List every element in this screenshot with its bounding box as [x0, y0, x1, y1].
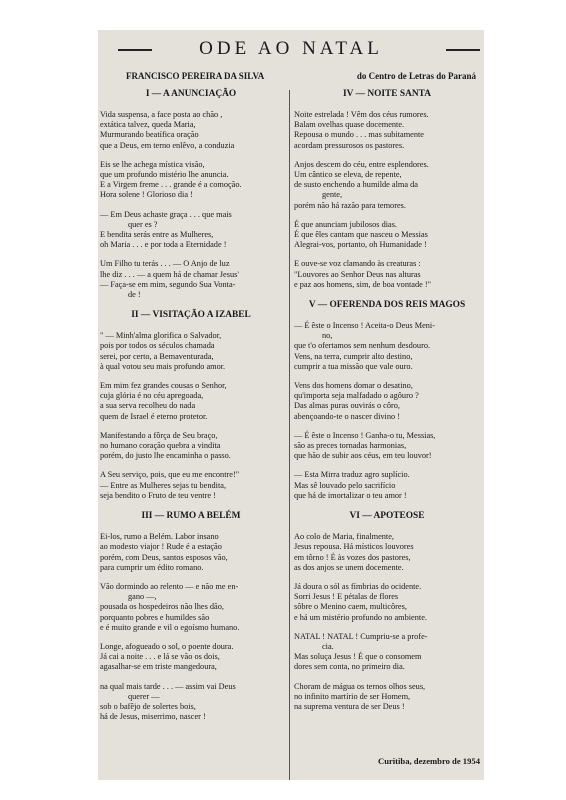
stanza — [294, 160, 480, 211]
verse-line: Um Filho tu terás . . . — O Anjo de luz — [100, 259, 230, 269]
poem-section — [100, 510, 282, 722]
verse-line: no infinito martírio de ser Homem, — [294, 691, 411, 701]
verse-line: pois por todos os séculos chamada — [100, 341, 215, 351]
verse-line: abençoando-te o nascer divino ! — [294, 411, 400, 421]
verse-line: E a Virgem freme . . . grande é a comoção. — [100, 180, 242, 190]
verse-line: há de Jesus, miserrimo, nascer ! — [100, 712, 206, 722]
stanza — [294, 220, 480, 251]
poem-section — [294, 88, 480, 290]
verse-line: seja bendito o Fruto de teu ventre ! — [100, 490, 216, 500]
verse-line: E ouve-se voz clamando às creaturas : — [294, 259, 421, 269]
verse-line: lhe diz . . . — a quem há de chamar Jesus' — [100, 269, 239, 279]
verse-line: É que anunciam jubilosos dias. — [294, 219, 398, 229]
verse-line: É que êles cantam que nasceu o Messias — [294, 230, 428, 240]
stanza — [294, 381, 480, 422]
verse-line: Sorri Jesus ! E pétalas de flores — [294, 592, 399, 602]
title-rule-right — [446, 49, 480, 51]
poem-section — [100, 309, 282, 501]
verse-line: qu'importa seja malfadado o agôuro ? — [294, 391, 419, 401]
page-title: ODE AO NATAL — [199, 38, 383, 59]
verse-line: cia. — [322, 641, 334, 651]
verse-line: Mas soluça Jesus ! É que o consomem — [294, 652, 422, 662]
verse-line: NATAL ! NATAL ! Cumpriu-se a profe- — [294, 631, 428, 641]
verse-line: Vens dos homens domar o desatino, — [294, 381, 413, 391]
verse-line: na qual mais tarde . . . — assim vai Deus — [100, 681, 236, 691]
verse-line: as dos anjos se unem docemente. — [294, 562, 404, 572]
stanza — [294, 321, 480, 372]
verse-line: Eis se lhe achega mística visão, — [100, 159, 205, 169]
poem-section — [100, 88, 282, 300]
verse-line: Alegrai-vos, portanto, oh Humanidade ! — [294, 240, 427, 250]
verse-line: que hão de subir aos céus, em teu louvor! — [294, 451, 432, 461]
verse-line: e paz aos homens, sim, de boa vontade !" — [294, 279, 432, 289]
verse-line: quem de Israel é eterno protetor. — [100, 411, 208, 421]
poem-section — [294, 510, 480, 712]
verse-line: em tôrno ! É às vozes dos pastores, — [294, 552, 411, 562]
section-heading: VI — APOTEOSE — [349, 511, 425, 522]
stanza — [100, 582, 282, 633]
verse-line: "Louvores ao Senhor Deus nas alturas — [294, 269, 421, 279]
stanza — [294, 259, 480, 290]
verse-line: " — Minh'alma glorifica o Salvador, — [100, 331, 222, 341]
stanza — [294, 682, 480, 713]
section-heading: IV — NOITE SANTA — [343, 89, 431, 99]
stanza — [100, 259, 282, 300]
newspaper-clipping — [98, 30, 484, 780]
verse-line: que um profundo mistério lhe anuncia. — [100, 170, 229, 180]
stanza — [100, 381, 282, 422]
verse-line: que t'o ofertamos sem nenhum desdouro. — [294, 341, 431, 351]
section-heading: I — A ANUNCIAÇÃO — [145, 89, 237, 99]
verse-line: Jesus repousa. Há místicos louvores — [294, 542, 414, 552]
poem-section — [294, 299, 480, 501]
stanza — [100, 210, 282, 251]
verse-line: Repousa o mundo . . . mas subitamente — [294, 130, 424, 140]
section-heading: III — RUMO A BELÉM — [141, 511, 241, 522]
section-heading: V — OFERENDA DOS REIS MAGOS — [308, 300, 466, 311]
verse-line: e há um mistério profundo no ambiente. — [294, 612, 427, 622]
verse-line: Em mim fez grandes cousas o Senhor, — [100, 381, 227, 391]
verse-line: A Seu serviço, pois, que eu me encontre!" — [100, 470, 240, 480]
verse-line: extática talvez, queda Maria, — [100, 120, 196, 130]
verse-line: a sua serva recolheu do nada — [100, 401, 196, 411]
verse-line: Balam ovelhas quase docemente. — [294, 120, 405, 130]
verse-line: Anjos descem do céu, entre esplendores. — [294, 159, 429, 169]
stanza — [294, 110, 480, 151]
verse-line: quer es ? — [128, 219, 158, 229]
stanza — [100, 331, 282, 372]
right-column — [294, 88, 480, 721]
stanza — [294, 470, 480, 501]
stanza — [294, 632, 480, 673]
section-heading: II — VISITAÇÃO A IZABEL — [131, 310, 251, 321]
verse-line: ao modesto viajor ! Rude é a estação — [100, 542, 222, 552]
verse-line: querer — — [128, 691, 160, 701]
verse-line: de ! — [128, 290, 141, 300]
verse-line: porém, do justo lhe encaminha o passo. — [100, 451, 231, 461]
verse-line: e é muito grande e vil o egoísmo humano. — [100, 622, 240, 632]
author-affiliation: do Centro de Letras do Paraná — [356, 71, 476, 81]
verse-line: sob o bafêjo de solertes bois, — [100, 701, 196, 711]
verse-line: gente, — [322, 190, 343, 200]
left-column — [100, 88, 282, 731]
verse-line: porém, com Deus, santos esposos vão, — [100, 552, 228, 562]
title-row — [98, 38, 484, 60]
verse-line: para cumprir um édito romano. — [100, 562, 204, 572]
verse-line: Um cântico se eleva, de repente, — [294, 170, 402, 180]
stanza — [100, 470, 282, 501]
verse-line: na suprema ventura de ser Deus ! — [294, 701, 405, 711]
verse-line: Das almas puras ouvirás o côro, — [294, 401, 400, 411]
verse-line: são as preces tornadas harmonias, — [294, 441, 407, 451]
verse-line: Já doura o sól as fímbrias do ocidente. — [294, 581, 422, 591]
verse-line: Vão dormindo ao relento — e não me en- — [100, 581, 239, 591]
verse-line: Hora solene ! Glorioso dia ! — [100, 190, 193, 200]
verse-line: Ei-los, rumo a Belém. Labor insano — [100, 532, 219, 542]
verse-line: — Esta Mirra traduz agro suplício. — [294, 470, 410, 480]
verse-line: — É êste o Incenso ! Ganha-o tu, Messias, — [294, 430, 436, 440]
stanza — [100, 642, 282, 673]
verse-line: cuja glória é no céu apregoada, — [100, 391, 204, 401]
verse-line: de susto enchendo a humilde alma da — [294, 180, 418, 190]
verse-line: Mas sê louvado pelo sacrifício — [294, 480, 396, 490]
verse-line: Noite estrelada ! Vêm dos céus rumores. — [294, 110, 429, 119]
verse-line: dores sem conta, no primeiro dia. — [294, 662, 405, 672]
stanza — [100, 532, 282, 573]
verse-line: Longe, afogueado o sol, o poente doura. — [100, 641, 234, 651]
stanza — [100, 110, 282, 151]
verse-line: oh Maria . . . e por toda a Eternidade ! — [100, 240, 227, 250]
stanza — [100, 682, 282, 723]
verse-line: — Entre as Mulheres sejas tu bendita, — [100, 480, 227, 490]
verse-line: Vida suspensa, a face posta ao chão , — [100, 110, 223, 119]
stanza — [294, 582, 480, 623]
verse-line: que há de imortalizar o teu amor ! — [294, 490, 407, 500]
verse-line: Já cai a noite . . . e lá se vão os dois, — [100, 652, 220, 662]
verse-line: gano —, — [128, 592, 157, 602]
signoff-date: Curitiba, dezembro de 1954 — [377, 756, 480, 766]
verse-line: acordam pressurosos os pastores. — [294, 140, 405, 150]
verse-line: — Faça-se em mim, segundo Sua Vonta- — [100, 279, 236, 289]
verse-line: cumprir a tua missão que vale ouro. — [294, 361, 413, 371]
verse-line: pousada os hospedeiros não lhes dão, — [100, 602, 224, 612]
verse-line: agasalhar-se em triste mangedoura, — [100, 662, 217, 672]
verse-line: Murmurando beatífica oração — [100, 130, 199, 140]
verse-line: no, — [322, 331, 333, 341]
verse-line: — É êste o Incenso ! Aceita-o Deus Meni- — [294, 321, 436, 331]
verse-line: sôbre o Menino caem, multicôres, — [294, 602, 407, 612]
verse-line: E bendita serás entre as Mulheres, — [100, 230, 214, 240]
verse-line: Manifestando a fôrça de Seu braço, — [100, 430, 218, 440]
stanza — [100, 160, 282, 201]
verse-line: Choram de mágua os ternos olhos seus, — [294, 681, 426, 691]
verse-line: — Em Deus achaste graça . . . que mais — [100, 209, 232, 219]
verse-line: Ao colo de Maria, finalmente, — [294, 532, 394, 542]
verse-line: porém não há razão para temores. — [294, 200, 406, 210]
verse-line: porquanto pobres e humildes são — [100, 612, 210, 622]
column-divider — [289, 90, 290, 780]
verse-line: serei, por certo, a Bemaventurada, — [100, 351, 214, 361]
verse-line: à qual votou seu mais profundo amor. — [100, 361, 226, 371]
verse-line: que a Deus, em terno enlêvo, a conduzia — [100, 140, 235, 150]
stanza — [294, 532, 480, 573]
stanza — [294, 431, 480, 462]
verse-line: Vens, na terra, cumprir alto destino, — [294, 351, 413, 361]
author-name: FRANCISCO PEREIRA DA SILVA — [126, 71, 265, 81]
stanza — [100, 431, 282, 462]
verse-line: no humano coração quebra a vindita — [100, 441, 221, 451]
